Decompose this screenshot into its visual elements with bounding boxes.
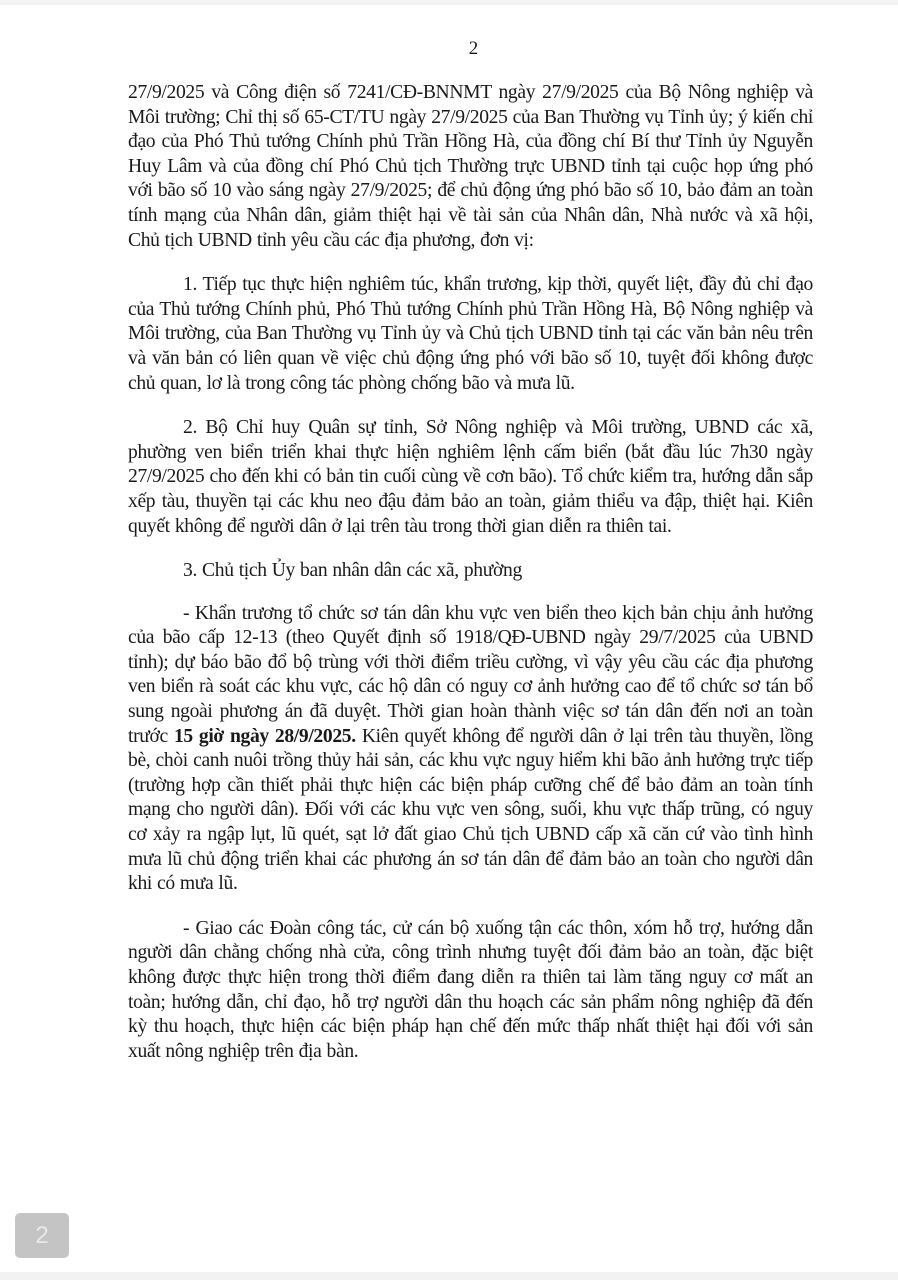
evacuation-deadline: 15 giờ ngày 28/9/2025. xyxy=(173,725,356,747)
item-3-heading: 3. Chủ tịch Ủy ban nhân dân các xã, phường xyxy=(183,560,522,582)
item-2-paragraph: 2. Bộ Chỉ huy Quân sự tỉnh, Sở Nông nghiệp và Môi trường, UBND các xã, phường ven biển triển khai thực hiện nghiêm lệnh cấm biển (bắt đầu lúc 7h30 ngày 27/9/2025 cho đến khi có bản tin cuối cùng về cơn bão). Tổ chức kiểm tra, hướng dẫn sắp xếp tàu, thuyền tại các khu neo đậu đảm bảo an toàn, giảm thiểu va đập, thiệt hại. Kiên quyết không để người dân ở lại trên tàu trong thời gian diễn ra thiên tai. xyxy=(128,417,813,537)
item-3-bullet-2: - Giao các Đoàn công tác, cử cán bộ xuống tận các thôn, xóm hỗ trợ, hướng dẫn người dân chằng chống nhà cửa, công trình nhưng tuyệt đối đảm bảo an toàn, đặc biệt không được thực hiện trong thời điểm đang diễn ra thiên tai làm tăng nguy cơ mất an toàn; hướng dẫn, chỉ đạo, hỗ trợ người dân thu hoạch các sản phẩm nông nghiệp đã đến kỳ thu hoạch, thực hiện các biện pháp hạn chế đến mức thấp nhất thiệt hại đối với sản xuất nông nghiệp trên địa bàn. xyxy=(128,917,813,1062)
page-indicator-badge[interactable]: 2 xyxy=(15,1213,69,1258)
item-1-paragraph: 1. Tiếp tục thực hiện nghiêm túc, khẩn trương, kịp thời, quyết liệt, đầy đủ chỉ đạo của Thủ tướng Chính phủ, Phó Thủ tướng Chính phủ Trần Hồng Hà, Bộ Nông nghiệp và Môi trường, của Ban Thường vụ Tỉnh ủy và Chủ tịch UBND tỉnh tại các văn bản nêu trên và văn bản có liên quan về việc chủ động ứng phó với bão số 10, tuyệt đối không được chủ quan, lơ là trong công tác phòng chống bão và mưa lũ. xyxy=(128,274,813,394)
document-page xyxy=(128,37,813,1064)
item-3-bullet-1 xyxy=(128,602,813,897)
viewer-bottom-bar xyxy=(0,1272,898,1280)
bullet-1-text-before: - Khẩn trương tổ chức sơ tán dân khu vực ven biển theo kịch bản chịu ảnh hưởng của bão cấp 12-13 (theo Quyết định số 1918/QĐ-UBND ngày 29/7/2025 của UBND tỉnh); dự báo bão đổ bộ trùng với thời điểm triều cường, vì vậy yêu cầu các địa phương ven biển rà soát các khu vực, các hộ dân có nguy cơ ảnh hưởng cao để tổ chức sơ tán bổ sung ngoài phương án đã duyệt. Thời gian hoàn thành việc sơ tán dân đến nơi an toàn trước xyxy=(128,602,813,747)
viewer-top-bar xyxy=(0,0,898,5)
page-number: 2 xyxy=(468,38,479,59)
intro-paragraph: 27/9/2025 và Công điện số 7241/CĐ-BNNMT ngày 27/9/2025 của Bộ Nông nghiệp và Môi trường; Chỉ thị số 65-CT/TU ngày 27/9/2025 của Ban Thường vụ Tỉnh ủy; ý kiến chỉ đạo của Phó Thủ tướng Chính phủ Trần Hồng Hà, của đồng chí Bí thư Tỉnh ủy Nguyễn Huy Lâm và của đồng chí Phó Chủ tịch Thường trực UBND tỉnh tại cuộc họp ứng phó với bão số 10 vào sáng ngày 27/9/2025; để chủ động ứng phó bão số 10, bảo đảm an toàn tính mạng của Nhân dân, giảm thiệt hại về tài sản của Nhân dân, Nhà nước và xã hội, Chủ tịch UBND tỉnh yêu cầu các địa phương, đơn vị: xyxy=(128,82,813,251)
bullet-1-text-after: Kiên quyết không để người dân ở lại trên tàu thuyền, lồng bè, chòi canh nuôi trồng thủy hải sản, các khu vực nguy hiểm khi bão ảnh hưởng trực tiếp (trường hợp cần thiết phải thực hiện các biện pháp cưỡng chế để bảo đảm an toàn tính mạng cho người dân). Đối với các khu vực ven sông, suối, khu vực thấp trũng, có nguy cơ xảy ra ngập lụt, lũ quét, sạt lở đất giao Chủ tịch UBND cấp xã căn cứ vào tình hình mưa lũ chủ động triển khai các phương án sơ tán dân để đảm bảo an toàn cho người dân khi có mưa lũ. xyxy=(128,725,814,895)
